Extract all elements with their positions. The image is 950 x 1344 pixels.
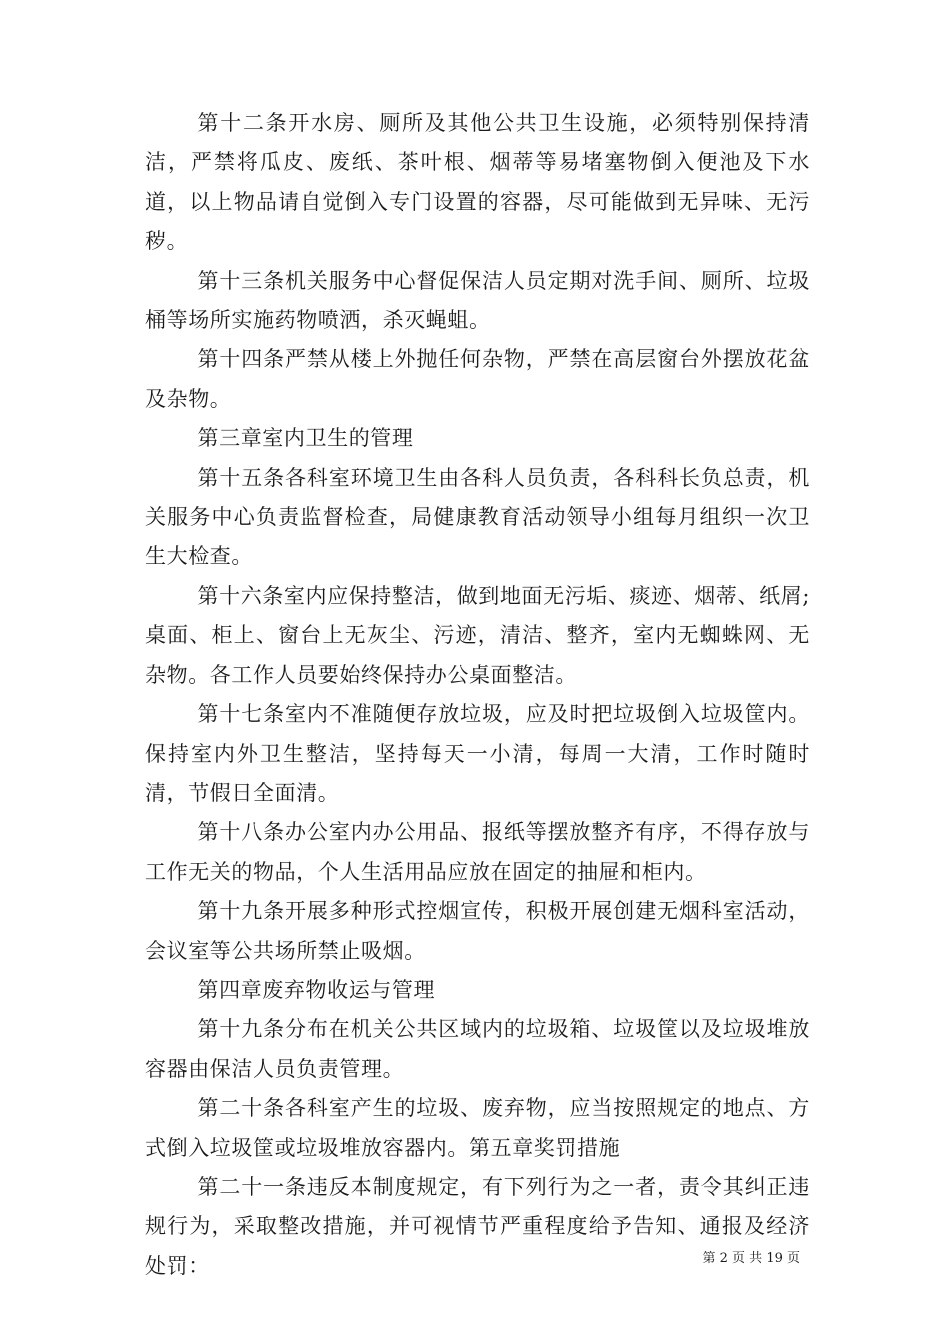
paragraph-article-16: 第十六条室内应保持整洁，做到地面无污垢、痰迹、烟蒂、纸屑;桌面、柜上、窗台上无灰尘、污迹，清洁、整齐，室内无蜘蛛网、无杂物。各工作人员要始终保持办公桌面整洁。 bbox=[145, 583, 810, 687]
paragraph-article-17: 第十七条室内不准随便存放垃圾，应及时把垃圾倒入垃圾筐内。保持室内外卫生整洁，坚持每天一小清，每周一大清，工作时随时清，节假日全面清。 bbox=[145, 702, 810, 805]
paragraph-article-21: 第二十一条违反本制度规定，有下列行为之一者，责令其纠正违规行为，采取整改措施，并可视情节严重程度给予告知、通报及经济处罚： bbox=[145, 1174, 810, 1278]
document-body bbox=[145, 104, 810, 1286]
paragraph-article-18: 第十八条办公室内办公用品、报纸等摆放整齐有序，不得存放与工作无关的物品，个人生活用品应放在固定的抽屉和柜内。 bbox=[145, 820, 810, 884]
paragraph-article-19a: 第十九条开展多种形式控烟宣传，积极开展创建无烟科室活动，会议室等公共场所禁止吸烟。 bbox=[145, 899, 810, 963]
paragraph-article-14: 第十四条严禁从楼上外抛任何杂物，严禁在高层窗台外摆放花盆及杂物。 bbox=[145, 347, 810, 411]
paragraph-article-19b: 第十九条分布在机关公共区域内的垃圾箱、垃圾筐以及垃圾堆放容器由保洁人员负责管理。 bbox=[145, 1017, 810, 1081]
paragraph-article-15: 第十五条各科室环境卫生由各科人员负责，各科科长负总责，机关服务中心负责监督检查，局健康教育活动领导小组每月组织一次卫生大检查。 bbox=[145, 465, 810, 569]
paragraph-article-12: 第十二条开水房、厕所及其他公共卫生设施，必须特别保持清洁，严禁将瓜皮、废纸、茶叶根、烟蒂等易堵塞物倒入便池及下水道，以上物品请自觉倒入专门设置的容器，尽可能做到无异味、无污秽。 bbox=[145, 111, 810, 254]
chapter-heading-4: 第四章废弃物收运与管理 bbox=[197, 977, 436, 1002]
chapter-heading-3: 第三章室内卫生的管理 bbox=[197, 426, 414, 451]
paragraph-article-13: 第十三条机关服务中心督促保洁人员定期对洗手间、厕所、垃圾桶等场所实施药物喷洒，杀灭蝇蛆。 bbox=[145, 268, 810, 333]
page-number: 第 2 页 共 19 页 bbox=[702, 1251, 800, 1266]
paragraph-article-20: 第二十条各科室产生的垃圾、废弃物，应当按照规定的地点、方式倒入垃圾筐或垃圾堆放容器内。第五章奖罚措施 bbox=[145, 1096, 810, 1160]
